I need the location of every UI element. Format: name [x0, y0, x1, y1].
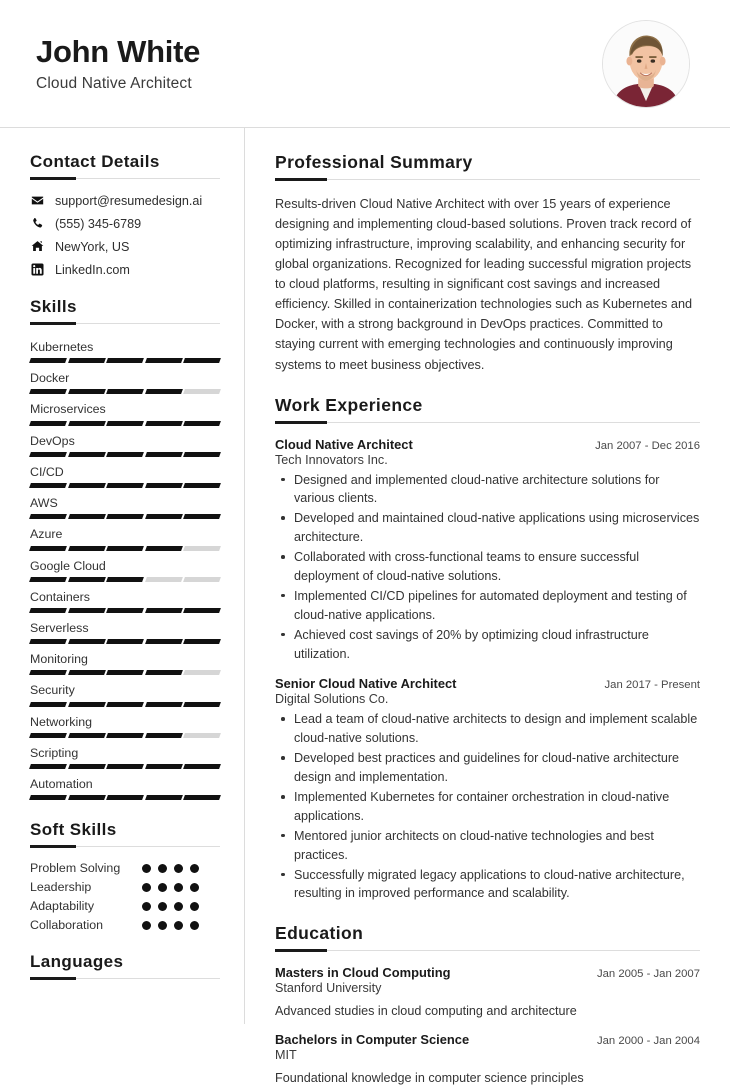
skill-label: Google Cloud: [30, 558, 106, 573]
resume-body: [0, 128, 730, 1086]
experience-entry-header: [275, 437, 700, 452]
skill-item: [30, 588, 220, 613]
skill-rating-bar: [30, 483, 220, 488]
skill-label: AWS: [30, 496, 58, 511]
home-icon: [30, 239, 45, 254]
summary-text: Results-driven Cloud Native Architect with over 15 years of experience designing and implementing cloud-based solutions. Proven track record of optimizing infrastructure, improving scalability, and enhancing security for global organizations. Recognized for leading successful migration projects to cloud platforms, resulting in significant cost savings and increased efficiency. Skilled in containerization technologies such as Kubernetes and Docker, with a strong background in DevOps practices. Committed to staying current with emerging technologies and continuously improving systems to meet business objectives.: [275, 197, 693, 372]
skill-rating-segment: [68, 577, 105, 582]
experience-bullet: Collaborated with cross-functional teams to ensure successful deployment of cloud-native solutions.: [275, 548, 700, 586]
experience-list: [275, 437, 700, 904]
soft-skill-item: [30, 918, 220, 932]
soft-skill-rating-dot: [174, 864, 183, 873]
avatar: [603, 21, 689, 107]
soft-skill-rating-dot: [158, 864, 167, 873]
skill-rating-segment: [29, 483, 66, 488]
experience-bullet: Achieved cost savings of 20% by optimizing cloud infrastructure utilization.: [275, 626, 700, 664]
soft-skill-rating-dot: [158, 883, 167, 892]
section-rule: [30, 323, 220, 324]
contact-item-phone[interactable]: [30, 216, 220, 231]
skill-rating-segment: [145, 389, 182, 394]
skill-label: DevOps: [30, 433, 75, 448]
skill-rating-segment: [183, 577, 220, 582]
skill-rating-segment: [145, 577, 182, 582]
section-education: [275, 923, 700, 1088]
experience-title: Cloud Native Architect: [275, 436, 413, 452]
education-description: Foundational knowledge in computer science principles: [275, 1071, 584, 1086]
soft-skills-list: [30, 861, 220, 932]
section-professional-summary: [275, 152, 700, 375]
sidebar-column: [0, 128, 245, 1024]
soft-skill-item: [30, 880, 220, 894]
skill-rating-segment: [183, 733, 220, 738]
skill-rating-segment: [29, 608, 66, 613]
skill-rating-bar: [30, 702, 220, 707]
skill-rating-segment: [106, 670, 143, 675]
skill-rating-segment: [145, 639, 182, 644]
main-column: [245, 128, 730, 1086]
skill-rating-segment: [145, 764, 182, 769]
skill-rating-bar: [30, 452, 220, 457]
skill-rating-segment: [145, 421, 182, 426]
education-description: Advanced studies in cloud computing and architecture: [275, 1004, 577, 1019]
experience-date-range: Jan 2007 - Dec 2016: [595, 439, 700, 452]
skill-item: [30, 525, 220, 550]
soft-skill-label: Collaboration: [30, 918, 104, 933]
skill-item: [30, 744, 220, 769]
skill-item: [30, 619, 220, 644]
skill-rating-segment: [183, 421, 220, 426]
skill-rating-segment: [106, 421, 143, 426]
skill-rating-segment: [29, 389, 66, 394]
experience-entry: [275, 437, 700, 664]
skill-item: [30, 557, 220, 582]
section-rule: [275, 179, 700, 180]
skill-rating-segment: [68, 608, 105, 613]
skill-item: [30, 463, 220, 488]
skill-item: [30, 494, 220, 519]
linkedin-icon: [30, 262, 45, 277]
education-entry: [275, 1032, 700, 1088]
skill-rating-segment: [29, 764, 66, 769]
skill-label: Docker: [30, 371, 70, 386]
skill-rating-bar: [30, 514, 220, 519]
experience-bullet: Successfully migrated legacy applications to cloud-native architecture, resulting in improved performance and scalability.: [275, 866, 700, 904]
skills-list: [30, 338, 220, 800]
skill-item: [30, 432, 220, 457]
skill-rating-segment: [29, 546, 66, 551]
skill-rating-segment: [183, 389, 220, 394]
section-heading: Skills: [30, 297, 77, 316]
contact-item-location[interactable]: [30, 239, 220, 254]
skill-rating-segment: [29, 577, 66, 582]
skill-rating-segment: [106, 389, 143, 394]
skill-rating-segment: [106, 452, 143, 457]
soft-skill-item: [30, 899, 220, 913]
contact-value: support@resumedesign.ai: [55, 193, 203, 208]
skill-rating-segment: [183, 452, 220, 457]
skill-rating-segment: [183, 358, 220, 363]
skill-rating-bar: [30, 546, 220, 551]
skill-item: [30, 369, 220, 394]
skill-rating-segment: [68, 733, 105, 738]
soft-skill-rating-dots: [142, 864, 199, 873]
skill-rating-segment: [68, 514, 105, 519]
skill-rating-bar: [30, 764, 220, 769]
skill-rating-segment: [106, 514, 143, 519]
header-identity: [32, 34, 200, 93]
soft-skill-rating-dot: [158, 921, 167, 930]
skill-item: [30, 338, 220, 363]
skill-rating-segment: [183, 483, 220, 488]
soft-skill-rating-dot: [190, 902, 199, 911]
soft-skill-rating-dots: [142, 902, 199, 911]
contact-value: LinkedIn.com: [55, 262, 130, 277]
experience-bullet: Developed best practices and guidelines for cloud-native architecture design and implementation.: [275, 749, 700, 787]
skill-rating-segment: [29, 733, 66, 738]
skill-rating-segment: [29, 452, 66, 457]
skill-rating-segment: [106, 639, 143, 644]
section-rule: [275, 422, 700, 423]
soft-skill-rating-dot: [190, 883, 199, 892]
soft-skill-rating-dot: [142, 921, 151, 930]
skill-rating-segment: [68, 483, 105, 488]
skill-rating-segment: [68, 389, 105, 394]
experience-bullet-list: [275, 471, 700, 664]
skill-rating-segment: [183, 608, 220, 613]
skill-label: Monitoring: [30, 652, 88, 667]
experience-bullet: Implemented CI/CD pipelines for automated deployment and testing of cloud-native applications.: [275, 587, 700, 625]
experience-bullet: Mentored junior architects on cloud-native technologies and best practices.: [275, 827, 700, 865]
envelope-icon: [30, 193, 45, 208]
skill-rating-segment: [145, 546, 182, 551]
education-date-range: Jan 2005 - Jan 2007: [596, 968, 700, 981]
section-heading: Work Experience: [275, 394, 423, 415]
skill-rating-segment: [145, 452, 182, 457]
education-school: MIT: [275, 1048, 297, 1063]
skill-rating-segment: [29, 514, 66, 519]
skill-item: [30, 681, 220, 706]
skill-rating-bar: [30, 733, 220, 738]
experience-organization: Digital Solutions Co.: [275, 692, 389, 707]
soft-skill-label: Leadership: [30, 880, 92, 895]
skill-rating-segment: [183, 639, 220, 644]
experience-bullet-list: [275, 710, 700, 903]
skill-rating-segment: [68, 546, 105, 551]
section-rule: [30, 846, 220, 847]
soft-skill-rating-dot: [174, 883, 183, 892]
education-school: Stanford University: [275, 981, 382, 996]
skill-label: Networking: [30, 714, 92, 729]
skill-rating-segment: [29, 670, 66, 675]
soft-skill-item: [30, 861, 220, 875]
education-degree: Bachelors in Computer Science: [275, 1032, 470, 1048]
skill-label: Scripting: [30, 745, 79, 760]
skill-label: Automation: [30, 777, 93, 792]
skill-rating-segment: [68, 764, 105, 769]
section-heading: Professional Summary: [275, 152, 473, 172]
section-heading: Contact Details: [30, 152, 160, 171]
soft-skill-rating-dot: [142, 902, 151, 911]
contact-item-linkedin[interactable]: [30, 262, 220, 277]
skill-rating-segment: [106, 358, 143, 363]
candidate-job-title: Cloud Native Architect: [36, 74, 192, 92]
skill-rating-segment: [68, 795, 105, 800]
soft-skill-rating-dot: [190, 921, 199, 930]
skill-rating-segment: [68, 421, 105, 426]
skill-rating-segment: [106, 546, 143, 551]
skill-item: [30, 400, 220, 425]
soft-skill-rating-dot: [190, 864, 199, 873]
skill-rating-segment: [29, 639, 66, 644]
skill-rating-bar: [30, 421, 220, 426]
skill-rating-segment: [145, 483, 182, 488]
section-rule: [275, 950, 700, 951]
skill-rating-segment: [29, 421, 66, 426]
experience-organization: Tech Innovators Inc.: [275, 452, 388, 467]
skill-rating-segment: [145, 702, 182, 707]
skill-rating-bar: [30, 608, 220, 613]
skill-rating-segment: [145, 670, 182, 675]
section-languages: [30, 952, 220, 979]
education-degree: Masters in Cloud Computing: [275, 965, 451, 981]
skill-rating-segment: [106, 702, 143, 707]
education-date-range: Jan 2000 - Jan 2004: [596, 1035, 700, 1048]
skill-rating-bar: [30, 639, 220, 644]
experience-entry-header: [275, 676, 700, 691]
skill-rating-segment: [183, 514, 220, 519]
profile-photo: [602, 20, 690, 108]
experience-title: Senior Cloud Native Architect: [275, 676, 457, 692]
skill-rating-segment: [145, 514, 182, 519]
skill-rating-bar: [30, 577, 220, 582]
soft-skill-rating-dot: [174, 902, 183, 911]
section-heading: Education: [275, 923, 364, 944]
education-entry-header: [275, 1032, 700, 1047]
skill-rating-segment: [68, 702, 105, 707]
skill-rating-bar: [30, 670, 220, 675]
soft-skill-rating-dot: [142, 864, 151, 873]
skill-rating-segment: [145, 795, 182, 800]
soft-skill-rating-dot: [174, 921, 183, 930]
phone-icon: [30, 216, 45, 231]
skill-label: Security: [30, 683, 75, 698]
soft-skill-rating-dot: [158, 902, 167, 911]
contact-value: NewYork, US: [55, 239, 130, 254]
skill-rating-bar: [30, 389, 220, 394]
skill-rating-segment: [106, 483, 143, 488]
skill-rating-segment: [145, 608, 182, 613]
experience-bullet: Designed and implemented cloud-native architecture solutions for various clients.: [275, 471, 700, 509]
contact-item-email[interactable]: [30, 193, 220, 208]
section-rule: [30, 978, 220, 979]
skill-rating-segment: [29, 702, 66, 707]
education-list: [275, 965, 700, 1088]
education-entry: [275, 965, 700, 1021]
skill-rating-segment: [29, 358, 66, 363]
section-rule: [30, 178, 220, 179]
section-heading: Languages: [30, 952, 124, 972]
experience-entry: [275, 676, 700, 903]
skill-rating-segment: [106, 764, 143, 769]
candidate-name: John White: [36, 34, 201, 70]
skill-rating-segment: [183, 546, 220, 551]
skill-label: CI/CD: [30, 464, 64, 479]
education-entry-header: [275, 965, 700, 980]
skill-rating-segment: [68, 670, 105, 675]
skill-rating-segment: [106, 795, 143, 800]
soft-skill-rating-dots: [142, 921, 199, 930]
soft-skill-rating-dots: [142, 883, 199, 892]
skill-label: Kubernetes: [30, 340, 94, 354]
contact-value: (555) 345-6789: [55, 216, 142, 231]
skill-label: Serverless: [30, 620, 89, 635]
skill-rating-segment: [183, 702, 220, 707]
skill-rating-segment: [68, 358, 105, 363]
skill-item: [30, 775, 220, 800]
section-heading: Soft Skills: [30, 820, 117, 840]
skill-rating-bar: [30, 795, 220, 800]
skill-label: Microservices: [30, 402, 106, 417]
soft-skill-label: Adaptability: [30, 899, 95, 914]
soft-skill-label: Problem Solving: [30, 861, 121, 876]
skill-rating-segment: [106, 608, 143, 613]
skill-rating-segment: [29, 795, 66, 800]
skill-rating-segment: [68, 639, 105, 644]
skill-rating-segment: [68, 452, 105, 457]
skill-rating-segment: [145, 733, 182, 738]
section-contact-details: [30, 152, 220, 277]
skill-rating-segment: [145, 358, 182, 363]
resume-header: [0, 0, 730, 128]
section-skills: [30, 297, 220, 800]
experience-date-range: Jan 2017 - Present: [604, 679, 700, 692]
skill-label: Containers: [30, 589, 90, 604]
soft-skill-rating-dot: [142, 883, 151, 892]
skill-item: [30, 650, 220, 675]
skill-rating-segment: [183, 670, 220, 675]
experience-bullet: Lead a team of cloud-native architects to design and implement scalable cloud-native solutions.: [275, 710, 700, 748]
contact-list: [30, 193, 220, 277]
skill-label: Azure: [30, 527, 63, 542]
experience-bullet: Implemented Kubernetes for container orchestration in cloud-native applications.: [275, 788, 700, 826]
section-work-experience: [275, 395, 700, 904]
skill-item: [30, 713, 220, 738]
skill-rating-segment: [106, 733, 143, 738]
skill-rating-segment: [183, 795, 220, 800]
skill-rating-bar: [30, 358, 220, 363]
skill-rating-segment: [106, 577, 143, 582]
experience-bullet: Developed and maintained cloud-native applications using microservices architecture.: [275, 509, 700, 547]
skill-rating-segment: [183, 764, 220, 769]
section-soft-skills: [30, 820, 220, 932]
